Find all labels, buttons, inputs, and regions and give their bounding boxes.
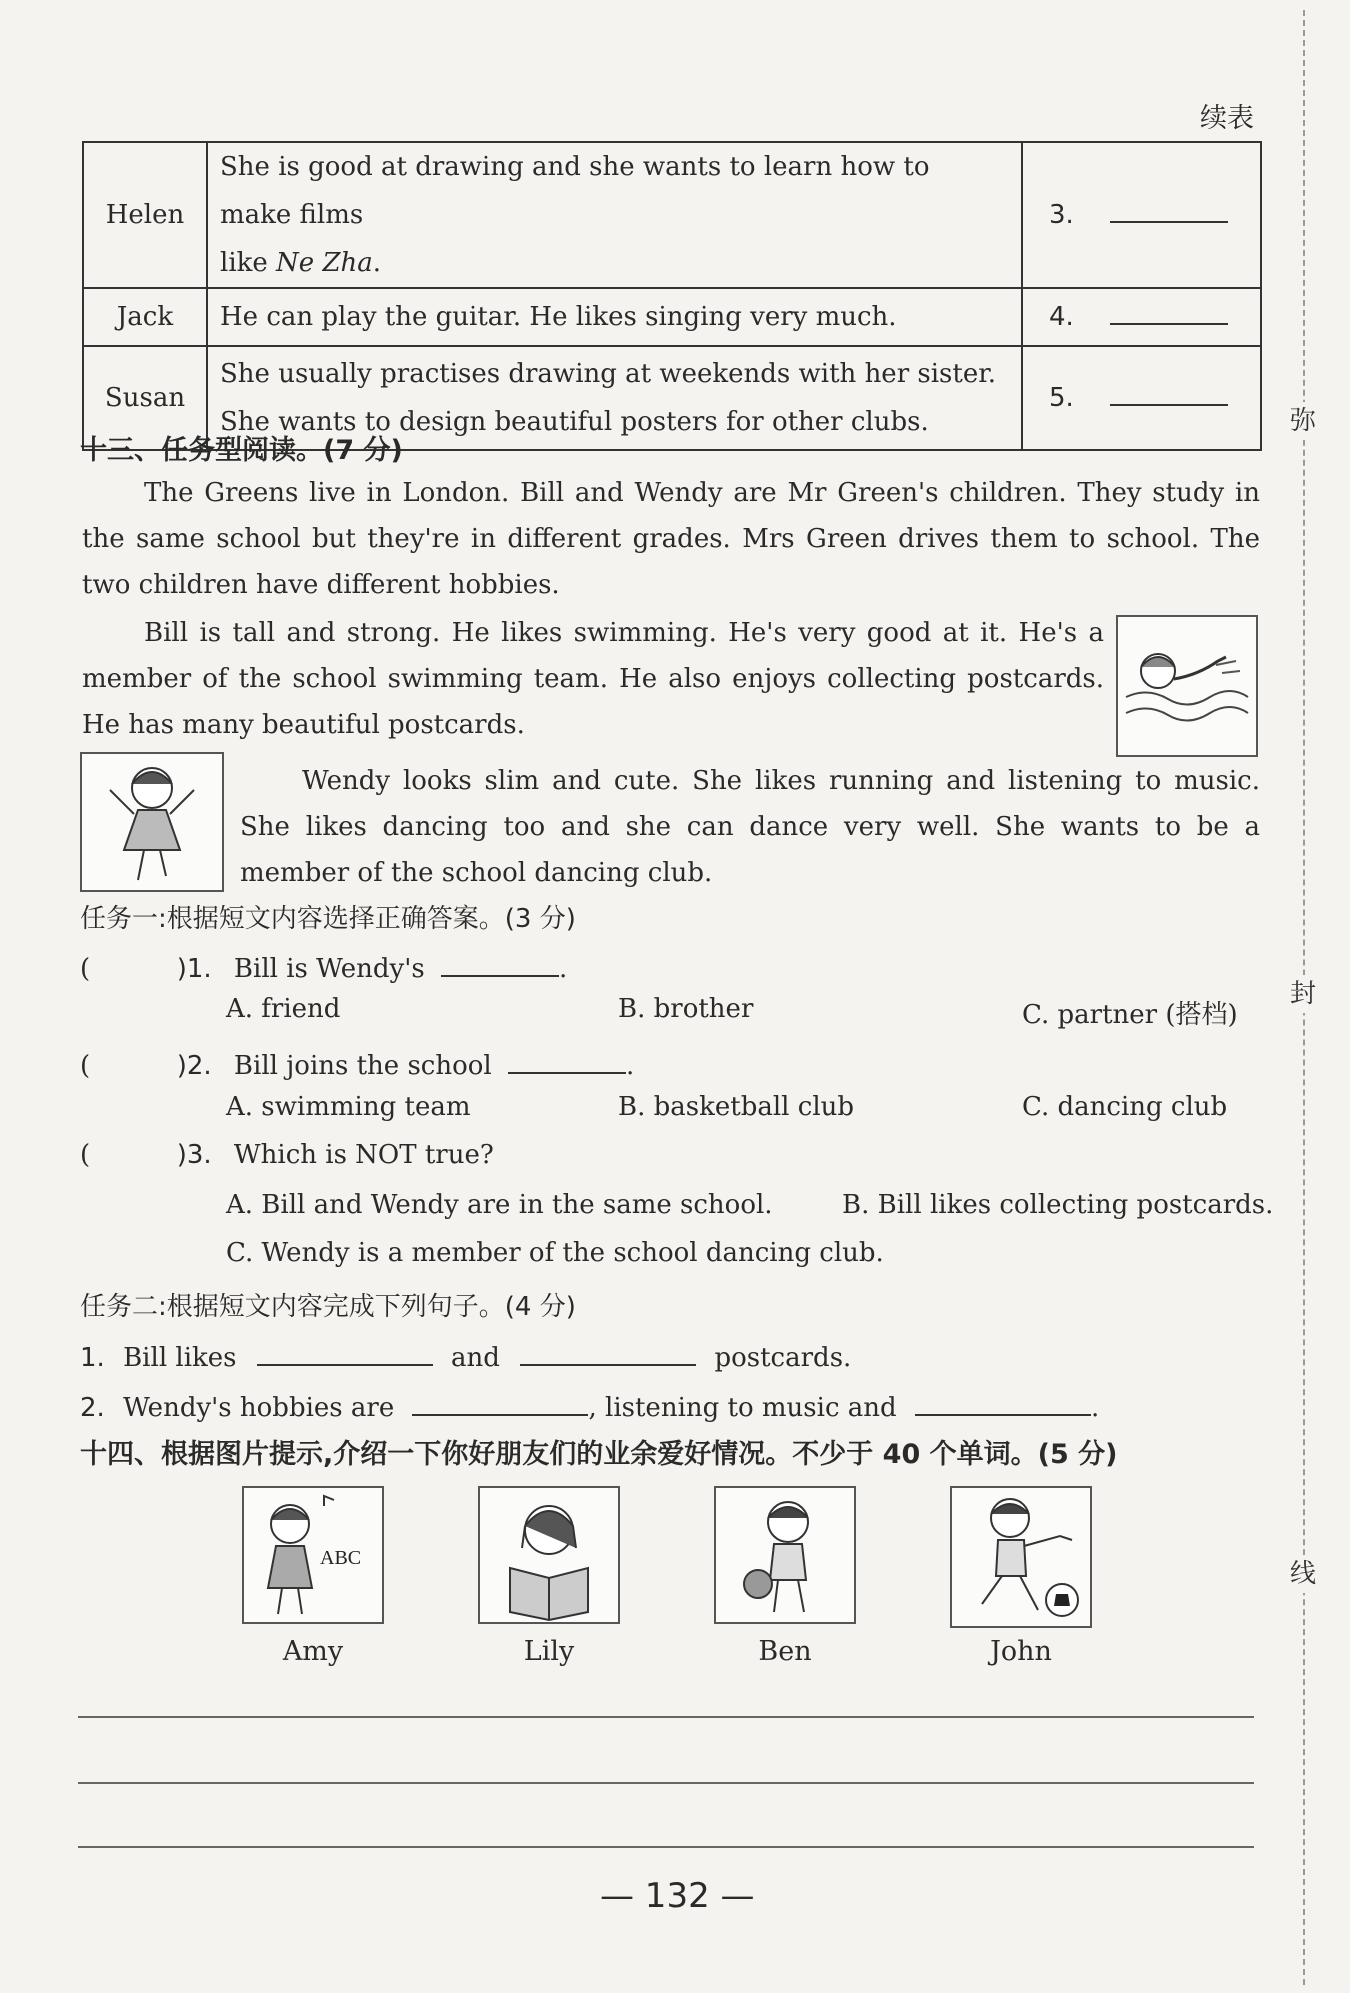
desc-period: . xyxy=(372,248,382,278)
answer-blank[interactable] xyxy=(1110,374,1228,406)
option-b[interactable]: B. basketball club xyxy=(618,1092,855,1122)
question-3 xyxy=(80,1140,494,1170)
sentence-number: 2. xyxy=(80,1393,105,1423)
table-row xyxy=(83,142,1261,288)
paragraph-bill: Bill is tall and strong. He likes swimming. He's very good at it. He's a member of the school swimming team. He also enjoys collecting postcards. He has many beautiful postcards. xyxy=(82,618,1104,740)
abc-text: ABC xyxy=(320,1547,362,1569)
desc-line: She wants to design beautiful posters for other clubs. xyxy=(220,407,929,437)
option-b[interactable]: B. brother xyxy=(618,994,754,1024)
question-blank[interactable] xyxy=(508,1042,626,1074)
fill-blank[interactable] xyxy=(412,1384,588,1416)
basketball-boy-icon xyxy=(716,1488,854,1622)
question-text: Bill joins the school xyxy=(233,1051,492,1081)
table-desc-cell xyxy=(207,288,1022,346)
binding-char-seal: 弥 xyxy=(1284,402,1322,440)
answer-paren-open: ( xyxy=(80,954,91,984)
fill-sentence-2 xyxy=(80,1384,1099,1423)
desc-text: like xyxy=(220,248,277,278)
singing-girl-icon xyxy=(244,1488,382,1622)
question-end: . xyxy=(626,1051,635,1081)
swimmer-icon xyxy=(1118,617,1256,755)
question-number: )2. xyxy=(176,1051,212,1081)
sentence-number: 1. xyxy=(80,1343,105,1373)
football-boy-icon xyxy=(952,1488,1090,1626)
option-c[interactable]: C. Wendy is a member of the school dancing club. xyxy=(226,1238,884,1268)
option-b[interactable]: B. Bill likes collecting postcards. xyxy=(842,1190,1274,1220)
question-number: )3. xyxy=(176,1140,212,1170)
answer-blank[interactable] xyxy=(1110,293,1228,325)
friend-name-ben: Ben xyxy=(758,1636,812,1667)
fill-blank[interactable] xyxy=(520,1334,696,1366)
answer-number: 5. xyxy=(1049,383,1074,413)
option-a[interactable]: A. swimming team xyxy=(226,1092,471,1122)
sentence-text: Wendy's hobbies are xyxy=(123,1393,395,1423)
desc-line xyxy=(220,239,1009,287)
answer-number: 3. xyxy=(1049,200,1074,230)
john-image xyxy=(950,1486,1092,1628)
desc-line: He can play the guitar. He likes singing very much. xyxy=(220,302,897,332)
question-end: . xyxy=(558,954,568,984)
page-number: — 132 — xyxy=(600,1876,755,1916)
swimmer-image xyxy=(1116,615,1258,757)
dancer-image xyxy=(80,752,224,892)
paragraph-greens: The Greens live in London. Bill and Wendy are Mr Green's children. They study in the same school but they're in different grades. Mrs Green drives them to school. The two children have different hobbies. xyxy=(82,478,1260,600)
option-a[interactable]: A. Bill and Wendy are in the same school. xyxy=(226,1190,773,1220)
writing-line[interactable] xyxy=(78,1846,1254,1848)
task-2-title: 任务二:根据短文内容完成下列句子。(4 分) xyxy=(80,1292,576,1322)
ben-image xyxy=(714,1486,856,1624)
reading-girl-icon xyxy=(480,1488,618,1622)
table-name-cell: Jack xyxy=(83,288,207,346)
sentence-text: postcards. xyxy=(714,1343,852,1373)
sentence-text: Bill likes xyxy=(123,1343,237,1373)
table-name-cell: Susan xyxy=(83,346,207,450)
paragraph-wendy-line1 xyxy=(240,758,1260,896)
question-1 xyxy=(80,945,567,984)
friend-name-john: John xyxy=(990,1636,1052,1667)
answer-number: 4. xyxy=(1049,302,1074,332)
question-number: )1. xyxy=(176,954,212,984)
writing-line[interactable] xyxy=(78,1782,1254,1784)
desc-line: She is good at drawing and she wants to learn how to make films xyxy=(220,152,930,230)
task-1-title: 任务一:根据短文内容选择正确答案。(3 分) xyxy=(80,904,576,934)
answer-cell[interactable] xyxy=(1022,346,1261,450)
amy-image xyxy=(242,1486,384,1624)
answer-paren-open: ( xyxy=(80,1051,91,1081)
fill-blank[interactable] xyxy=(257,1334,433,1366)
sentence-text: . xyxy=(1090,1393,1100,1423)
friend-name-amy: Amy xyxy=(282,1636,344,1667)
sentence-text: and xyxy=(451,1343,500,1373)
table-row xyxy=(83,288,1261,346)
answer-cell[interactable] xyxy=(1022,288,1261,346)
section-14-title: 十四、根据图片提示,介绍一下你好朋友们的业余爱好情况。不少于 40 个单词。(5 分) xyxy=(80,1439,1118,1470)
desc-line: She usually practises drawing at weekends with her sister. xyxy=(220,359,997,389)
option-a[interactable]: A. friend xyxy=(226,994,341,1024)
table-desc-cell xyxy=(207,142,1022,288)
lily-image xyxy=(478,1486,620,1624)
binding-char-seal-2: 封 xyxy=(1284,975,1322,1013)
question-blank[interactable] xyxy=(441,945,559,977)
answer-cell[interactable] xyxy=(1022,142,1261,288)
table-name-cell: Helen xyxy=(83,142,207,288)
binding-char-line: 线 xyxy=(1284,1555,1322,1593)
dancer-icon xyxy=(82,754,222,890)
question-text: Bill is Wendy's xyxy=(233,954,425,984)
fill-blank[interactable] xyxy=(915,1384,1091,1416)
fill-sentence-1 xyxy=(80,1334,851,1373)
film-title: Ne Zha xyxy=(276,248,373,278)
answer-blank[interactable] xyxy=(1110,191,1228,223)
hobby-table xyxy=(82,141,1262,451)
question-2 xyxy=(80,1042,634,1081)
option-c[interactable]: C. dancing club xyxy=(1022,1092,1228,1122)
section-13-title: 十三、任务型阅读。(7 分) xyxy=(80,435,403,466)
option-c[interactable]: C. partner (搭档) xyxy=(1022,1000,1238,1030)
paragraph-wendy: Wendy looks slim and cute. She likes running and listening to music. She likes dancing too and she can dance very well. She wants to be a member of the school dancing club. xyxy=(240,766,1260,888)
question-text: Which is NOT true? xyxy=(233,1140,494,1170)
sentence-text: , listening to music and xyxy=(588,1393,897,1423)
continued-label: 续表 xyxy=(1200,103,1254,134)
writing-line[interactable] xyxy=(78,1716,1254,1718)
answer-paren-open: ( xyxy=(80,1140,91,1170)
friend-name-lily: Lily xyxy=(523,1636,575,1667)
